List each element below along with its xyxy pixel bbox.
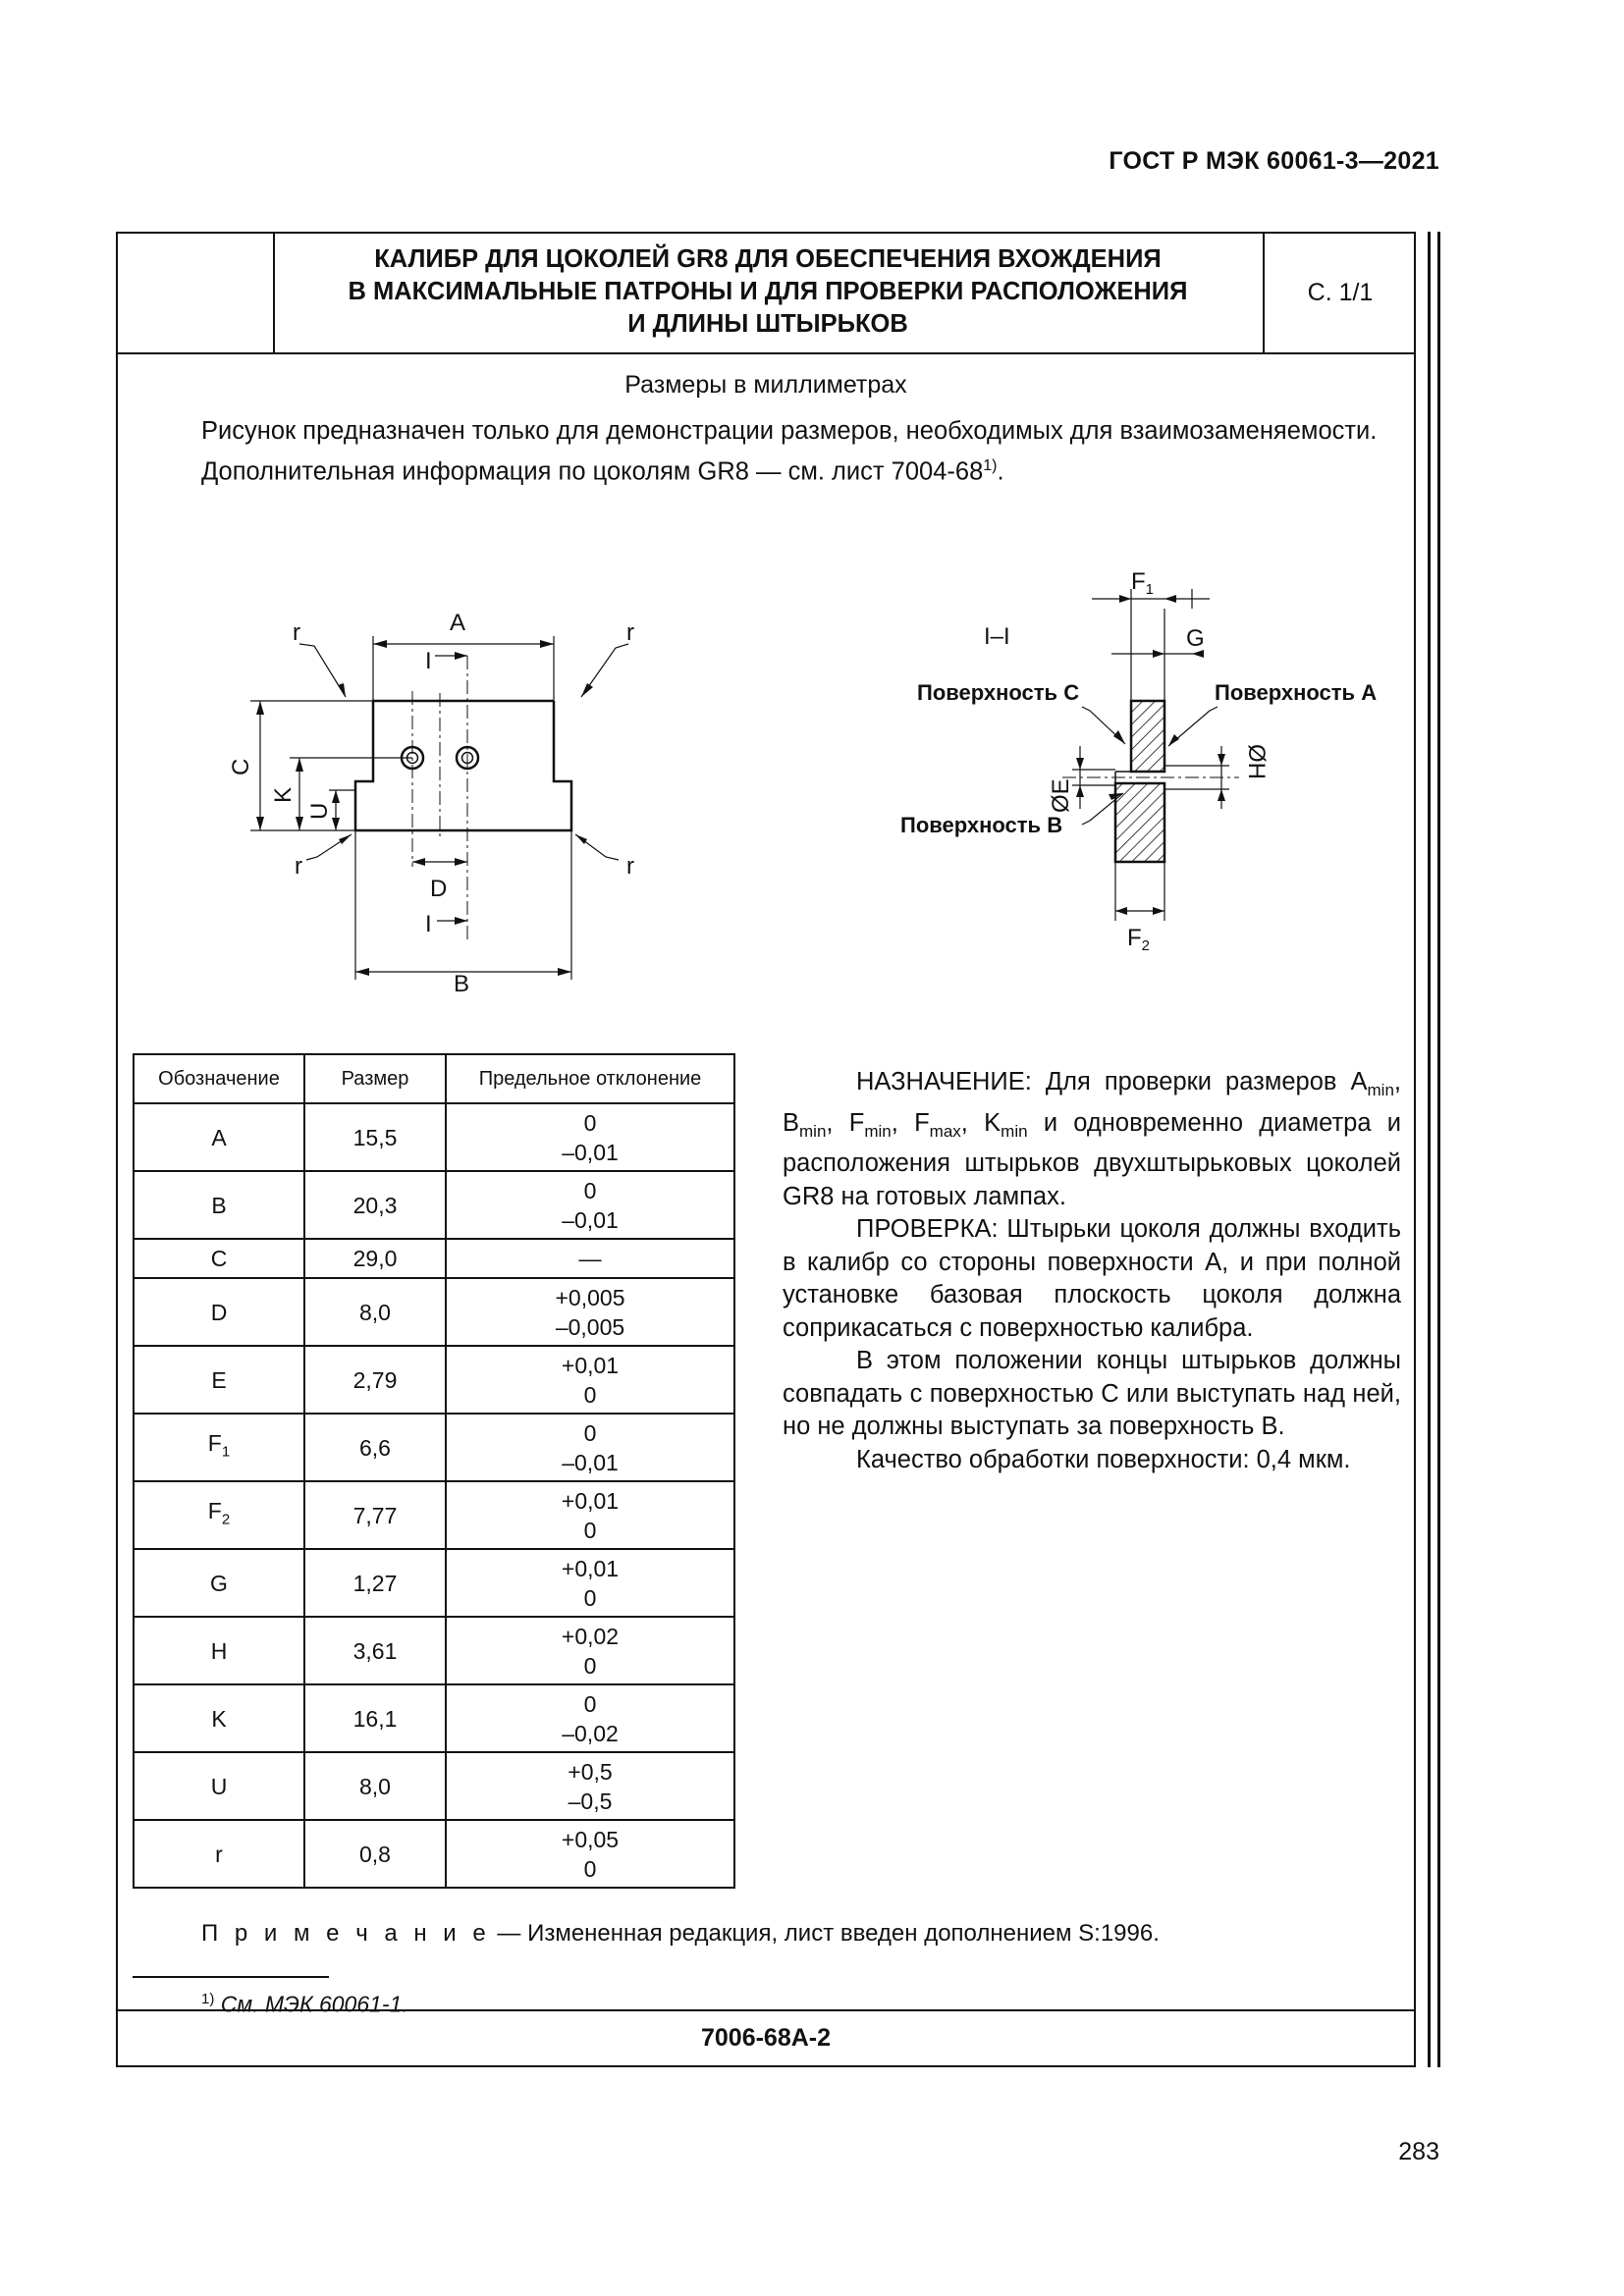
cell-size: 29,0 — [304, 1239, 446, 1278]
dim-label-d: D — [430, 876, 448, 902]
surface-b-label: Поверхность В — [900, 813, 1063, 837]
note — [201, 1920, 1160, 1948]
sheet-title-line-2: В МАКСИМАЛЬНЫЕ ПАТРОНЫ И ДЛЯ ПРОВЕРКИ РАСПОЛОЖЕНИЯ — [348, 278, 1188, 305]
radius-label-top-right: r — [626, 619, 634, 646]
cell-size: 20,3 — [304, 1171, 446, 1239]
cell-symbol: C — [134, 1239, 304, 1278]
cell-size: 0,8 — [304, 1820, 446, 1888]
table-row — [134, 1278, 734, 1346]
cell-tolerance: 0 –0,01 — [446, 1414, 734, 1481]
dim-label-c: C — [228, 758, 254, 775]
cell-tolerance: 0 –0,02 — [446, 1684, 734, 1752]
dim-label-b: B — [454, 971, 470, 997]
purpose-paragraph: НАЗНАЧЕНИЕ: Для проверки размеров $A_{min}$, $B_{min}$, $F_{min}$, $F_{max}$, $K_{min}$ и одновременно диаметра и расположения штырьков двухштырьковых цоколей GR8 на готовых лампах. — [783, 1068, 1402, 1210]
dim-label-u: U — [306, 802, 333, 820]
sheet-page-label: С. 1/1 — [1263, 234, 1416, 352]
footnote-text: См. МЭК 60061-1. — [214, 1991, 408, 2017]
purpose-text — [783, 1066, 1401, 1476]
table-row — [134, 1103, 734, 1171]
gauge-front-view-drawing — [216, 528, 766, 997]
cell-symbol: $F_1$ — [134, 1414, 304, 1481]
cell-symbol: $F_2$ — [134, 1481, 304, 1549]
footnote-marker: 1) — [201, 1991, 215, 2007]
cell-tolerance: 0 –0,01 — [446, 1103, 734, 1171]
cell-tolerance: +0,01 0 — [446, 1549, 734, 1617]
note-label: П р и м е ч а н и е — [201, 1920, 491, 1947]
sheet-title-line-3: И ДЛИНЫ ШТЫРЬКОВ — [627, 310, 908, 338]
section-mark-top: I — [425, 648, 432, 674]
sheet-title-line-1: КАЛИБР ДЛЯ ЦОКОЛЕЙ GR8 ДЛЯ ОБЕСПЕЧЕНИЯ ВХОЖДЕНИЯ — [374, 245, 1162, 273]
table-header-tolerance: Предельное отклонение — [446, 1054, 734, 1103]
surface-c-label: Поверхность С — [917, 680, 1080, 705]
surface-quality-paragraph: Качество обработки поверхности: 0,4 мкм. — [856, 1445, 1351, 1473]
footnote-divider — [133, 1976, 329, 1978]
cell-symbol: E — [134, 1346, 304, 1414]
table-row — [134, 1617, 734, 1684]
cell-tolerance: +0,01 0 — [446, 1481, 734, 1549]
sheet-number: 7006-68A-2 — [118, 2009, 1414, 2065]
gauge-outline — [355, 701, 571, 830]
section-label-i-i: I–I — [984, 623, 1010, 650]
cell-tolerance: +0,005 –0,005 — [446, 1278, 734, 1346]
cell-size: 1,27 — [304, 1549, 446, 1617]
sheet-title — [275, 243, 1261, 341]
cell-symbol: B — [134, 1171, 304, 1239]
dim-label-k: K — [270, 786, 297, 803]
radius-label-bottom-right: r — [626, 853, 634, 880]
cell-symbol: A — [134, 1103, 304, 1171]
cell-tolerance: +0,02 0 — [446, 1617, 734, 1684]
standard-designation: ГОСТ Р МЭК 60061-3—2021 — [1109, 147, 1439, 175]
frame-double-rule-1 — [1428, 232, 1431, 2067]
surface-a-label: Поверхность А — [1215, 680, 1378, 705]
radius-label-bottom-left: r — [295, 853, 302, 880]
table-row — [134, 1752, 734, 1820]
table-row — [134, 1239, 734, 1278]
gauge-section-lower — [1115, 783, 1164, 862]
intro-paragraph-2 — [118, 449, 1398, 490]
cell-size: 16,1 — [304, 1684, 446, 1752]
cell-tolerance: — — [446, 1239, 734, 1278]
cell-symbol: r — [134, 1820, 304, 1888]
intro-paragraph-1: Рисунок предназначен только для демонстрации размеров, необходимых для взаимозаменяемости. — [201, 417, 1378, 445]
cell-size: 8,0 — [304, 1752, 446, 1820]
page-number: 283 — [1398, 2138, 1439, 2165]
note-text: — Измененная редакция, лист введен дополнением S:1996. — [490, 1920, 1160, 1947]
footnote-ref: 1) — [983, 457, 998, 474]
dim-label-h: ØH — [1243, 744, 1270, 779]
cell-tolerance: +0,5 –0,5 — [446, 1752, 734, 1820]
frame-double-rule-2 — [1437, 232, 1440, 2067]
check-paragraph: ПРОВЕРКА: Штырьки цоколя должны входить в калибр со стороны поверхности А, и при полной установке базовая плоскость цоколя должна соприкасаться с поверхностью калибра. — [783, 1215, 1401, 1342]
position-paragraph: В этом положении концы штырьков должны совпадать с поверхностью С или выступать над ней, но не должны выступать за поверхность В. — [783, 1347, 1401, 1441]
cell-size: 3,61 — [304, 1617, 446, 1684]
intro-text — [118, 414, 1398, 490]
table-header-size: Размер — [304, 1054, 446, 1103]
cell-size: 15,5 — [304, 1103, 446, 1171]
dim-label-f2: $F_2$ — [1127, 925, 1151, 954]
cell-symbol: D — [134, 1278, 304, 1346]
dim-label-g: G — [1186, 625, 1205, 652]
cell-size: 6,6 — [304, 1414, 446, 1481]
table-row — [134, 1820, 734, 1888]
units-caption: Размеры в миллиметрах — [624, 371, 907, 399]
cell-size: 2,79 — [304, 1346, 446, 1414]
table-row — [134, 1481, 734, 1549]
table-row — [134, 1346, 734, 1414]
cell-tolerance: 0 –0,01 — [446, 1171, 734, 1239]
cell-symbol: U — [134, 1752, 304, 1820]
intro-paragraph-2-text: Дополнительная информация по цоколям GR8 — см. лист 7004-68 — [201, 457, 984, 486]
cell-size: 7,77 — [304, 1481, 446, 1549]
radius-label-top-left: r — [293, 619, 300, 646]
table-row — [134, 1684, 734, 1752]
section-mark-bottom: I — [425, 911, 432, 937]
cell-tolerance: +0,01 0 — [446, 1346, 734, 1414]
table-row — [134, 1171, 734, 1239]
table-row — [134, 1414, 734, 1481]
table-header-designation: Обозначение — [134, 1054, 304, 1103]
dim-label-f1: $F_1$ — [1131, 568, 1155, 598]
cell-symbol: H — [134, 1617, 304, 1684]
dimensions-table — [133, 1053, 735, 1889]
dim-label-a: A — [450, 610, 466, 636]
gauge-section-upper — [1131, 701, 1164, 772]
cell-symbol: G — [134, 1549, 304, 1617]
cell-symbol: K — [134, 1684, 304, 1752]
title-block-left-cell — [118, 234, 275, 352]
intro-paragraph-2-end: . — [997, 457, 1004, 486]
cell-tolerance: +0,05 0 — [446, 1820, 734, 1888]
gauge-section-drawing — [778, 528, 1406, 954]
table-row — [134, 1549, 734, 1617]
dim-label-e: ØE — [1048, 778, 1074, 813]
title-block — [118, 234, 1414, 354]
cell-size: 8,0 — [304, 1278, 446, 1346]
sheet-frame — [116, 232, 1416, 2067]
